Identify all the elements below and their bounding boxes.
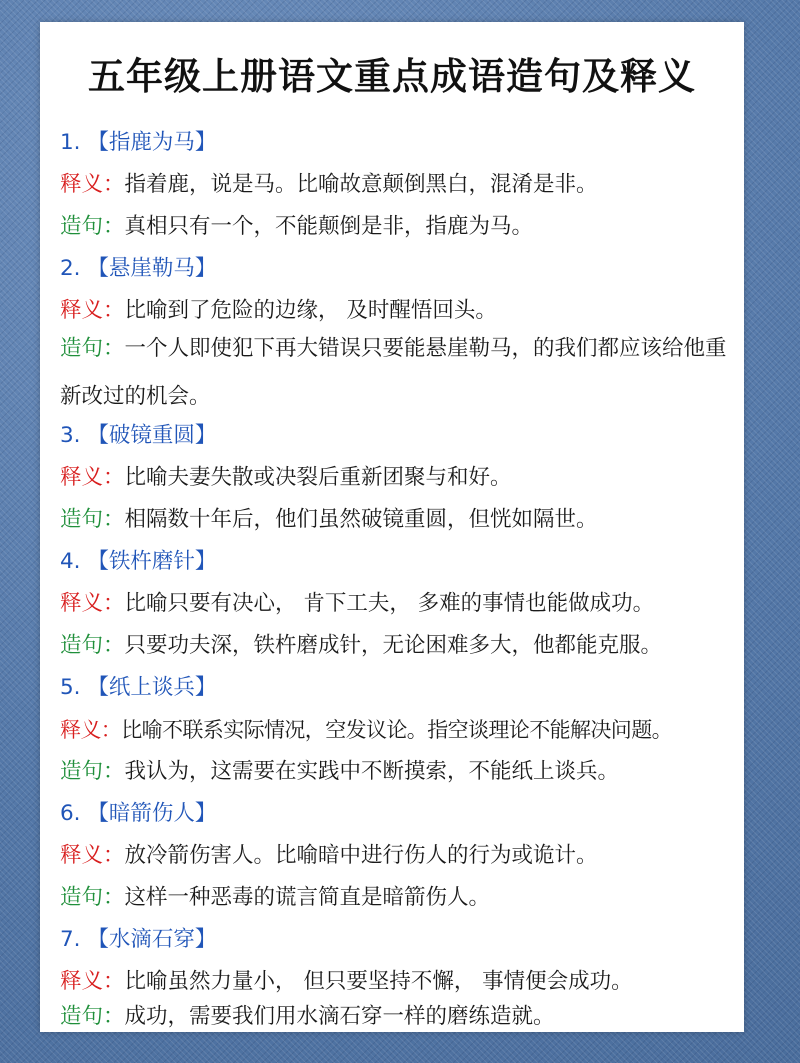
definition-label: 释义： [60, 465, 125, 490]
example-line [60, 325, 740, 421]
definition-line [60, 463, 740, 493]
idiom-heading: 7. 【水滴石穿】 [60, 927, 217, 952]
example-label: 造句： [60, 759, 125, 784]
example-line [60, 1002, 740, 1032]
example-text: 真相只有一个，不能颠倒是非，指鹿为马。 [124, 214, 534, 239]
example-label: 造句： [60, 336, 125, 361]
example-text: 这样一种恶毒的谎言简直是暗箭伤人。 [124, 885, 491, 910]
idiom-heading: 5. 【纸上谈兵】 [60, 675, 217, 700]
idiom-heading: 6. 【暗箭伤人】 [60, 801, 217, 826]
example-label: 造句： [60, 885, 125, 910]
definition-line [60, 296, 740, 326]
definition-label: 释义： [60, 718, 122, 742]
definition-line [60, 170, 740, 200]
definition-text: 比喻只要有决心， 肯下工夫， 多难的事情也能做成功。 [124, 591, 655, 616]
example-text: 只要功夫深，铁杵磨成针，无论困难多大，他都能克服。 [124, 633, 663, 658]
example-text: 我认为，这需要在实践中不断摸索，不能纸上谈兵。 [124, 759, 620, 784]
idiom-heading: 1. 【指鹿为马】 [60, 130, 217, 155]
example-label: 造句： [60, 214, 125, 239]
definition-text: 比喻虽然力量小， 但只要坚持不懈， 事情便会成功。 [124, 969, 633, 994]
definition-text: 指着鹿，说是马。比喻故意颠倒黑白，混淆是非。 [124, 172, 598, 197]
example-text: 成功，需要我们用水滴石穿一样的磨练造就。 [124, 1004, 555, 1029]
content-card [40, 22, 744, 1032]
example-line [60, 883, 740, 913]
definition-line [60, 967, 740, 997]
definition-text: 放冷箭伤害人。比喻暗中进行伤人的行为或诡计。 [124, 843, 598, 868]
definition-label: 释义： [60, 591, 125, 616]
example-label: 造句： [60, 633, 125, 658]
example-text: 相隔数十年后，他们虽然破镜重圆，但恍如隔世。 [124, 507, 598, 532]
example-line [60, 212, 740, 242]
definition-label: 释义： [60, 843, 125, 868]
example-line [60, 631, 740, 661]
example-line [60, 505, 740, 535]
example-label: 造句： [60, 1004, 125, 1029]
idiom-heading: 2. 【悬崖勒马】 [60, 256, 217, 281]
page-title: 五年级上册语文重点成语造句及释义 [88, 55, 696, 98]
definition-line [60, 589, 740, 619]
idiom-heading: 3. 【破镜重圆】 [60, 423, 217, 448]
definition-text: 比喻不联系实际情况，空发议论。指空谈理论不能解决问题。 [121, 718, 673, 742]
definition-line [60, 715, 740, 745]
definition-text: 比喻夫妻失散或决裂后重新团聚与和好。 [124, 465, 512, 490]
definition-label: 释义： [60, 172, 125, 197]
definition-text: 比喻到了危险的边缘， 及时醒悟回头。 [124, 298, 497, 323]
example-label: 造句： [60, 507, 125, 532]
example-text: 一个人即使犯下再大错误只要能悬崖勒马，的我们都应该给他重新改过的机会。 [60, 336, 727, 409]
definition-label: 释义： [60, 969, 125, 994]
idiom-heading: 4. 【铁杵磨针】 [60, 549, 217, 574]
definition-line [60, 841, 740, 871]
definition-label: 释义： [60, 298, 125, 323]
example-line [60, 757, 740, 787]
